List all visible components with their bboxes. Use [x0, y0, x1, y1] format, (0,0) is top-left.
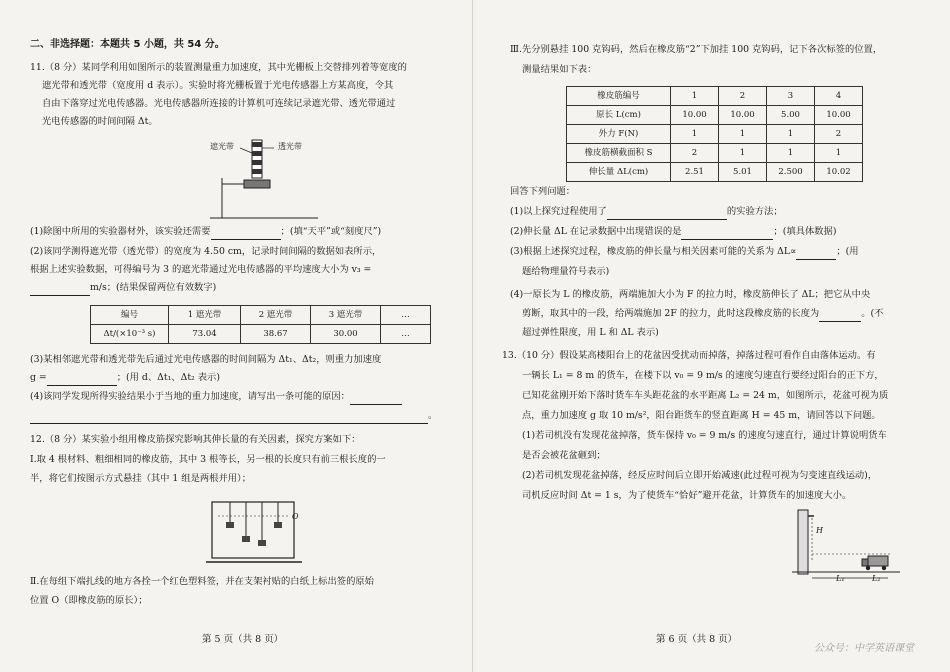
fig-label-shade: 遮光带	[210, 142, 234, 151]
q12-q2: (2)伸长量 ΔL 在记录数据中出现错误的是 ；(填具体数据)	[510, 224, 836, 240]
q11-line: 11.（8 分）某同学利用如图所示的装置测量重力加速度，其中光栅板上交替排列着等宽度的	[30, 62, 407, 73]
answer-intro: 回答下列问题：	[510, 186, 576, 197]
q13-line: 是否会被花盆砸到；	[522, 450, 606, 461]
table-cell: 1	[815, 144, 863, 163]
answer-blank[interactable]	[211, 230, 281, 240]
q11-table	[90, 305, 431, 344]
q12-q1: (1)以上探究过程使用了 的实验方法；	[510, 204, 783, 220]
q12-q3: (3)根据上述探究过程，橡皮筋的伸长量与相关因素可能的关系为 ΔL∝ ；(用	[510, 244, 859, 260]
table-cell: 3 遮光带	[311, 306, 381, 325]
table-cell: 1	[719, 125, 767, 144]
page-number: 第 6 页（共 8 页）	[656, 634, 738, 645]
q13-line: 点，重力加速度 g 取 10 m/s²，阳台距货车的竖直距离 H = 45 m，请回答以下问题。	[522, 410, 881, 421]
table-cell: 30.00	[311, 325, 381, 344]
fig-label-clear: 透光带	[278, 142, 302, 151]
answer-blank[interactable]	[796, 250, 836, 260]
table-cell: 2	[671, 144, 719, 163]
table-cell: 2.51	[671, 163, 719, 182]
q13-line: 已知花盆刚开始下落时货车车头距花盆的水平距离 L₂ = 24 m，如图所示，花盆可视为质	[522, 390, 889, 401]
q11-sub2-tail: m/s；(结果保留两位有效数字)	[30, 280, 216, 296]
table-cell: 10.02	[815, 163, 863, 182]
column-divider	[472, 0, 473, 672]
table-cell: 10.00	[815, 106, 863, 125]
q12-part3-line: Ⅲ.先分别悬挂 100 克钩码，然后在橡皮筋“2”下加挂 100 克钩码，记下各次标签的位置，	[510, 44, 883, 55]
watermark: 公众号：中学英语课堂	[814, 643, 914, 654]
answer-blank[interactable]	[30, 414, 428, 424]
answer-blank[interactable]	[30, 286, 90, 296]
table-cell: 伸长量 ΔL(cm)	[567, 163, 671, 182]
fig-label-h: H	[816, 526, 823, 535]
table-cell: 1	[767, 125, 815, 144]
q13-line: 13.（10 分）假设某高楼阳台上的花盆因受扰动而掉落，掉落过程可看作自由落体运动。有	[502, 350, 876, 361]
table-cell: 2	[815, 125, 863, 144]
q11-sub4: (4)该同学发现所得实验结果小于当地的重力加速度，请写出一条可能的原因：	[30, 389, 402, 405]
q12-q4-line: (4)一原长为 L 的橡皮筋，两端施加大小为 F 的拉力时，橡皮筋伸长了 ΔL；把它从中央	[510, 289, 871, 300]
table-cell: …	[381, 325, 431, 344]
q12-part2-line: 位置 O（即橡皮筋的原长）；	[30, 595, 148, 606]
table-cell: 2 遮光带	[241, 306, 311, 325]
q11-sub3: (3)某相邻遮光带和透光带先后通过光电传感器的时间间隔为 Δt₁、Δt₂，则重力加速度	[30, 354, 382, 365]
table-cell: 编号	[91, 306, 169, 325]
table-cell: 2.500	[767, 163, 815, 182]
q12-q3-line2: 题给物理量符号表示)	[522, 266, 610, 277]
q12-q4-line2: 剪断，取其中的一段，给两端施加 2F 的拉力，此时这段橡皮筋的长度为 。(不	[522, 306, 883, 322]
table-cell: 2	[719, 87, 767, 106]
q12-table	[566, 86, 863, 182]
table-cell: 橡皮筋编号	[567, 87, 671, 106]
table-cell: 38.67	[241, 325, 311, 344]
q11-line: 自由下落穿过光电传感器。光电传感器所连接的计算机可连续记录遮光带、透光带通过	[42, 98, 396, 109]
table-cell: 5.01	[719, 163, 767, 182]
q12-q4-line3: 超过弹性限度，用 L 和 ΔL 表示)	[522, 327, 659, 338]
q11-sub2-line: (2)该同学测得遮光带（透光带）的宽度为 4.50 cm，记录时间间隔的数据如表所示，	[30, 246, 382, 257]
table-cell: 4	[815, 87, 863, 106]
table-cell: …	[381, 306, 431, 325]
q11-sub1: (1)除图中所用的实验器材外，该实验还需要 ；(填“天平”或“刻度尺”)	[30, 224, 381, 240]
q11-sub4-line2: 。	[30, 408, 437, 424]
table-cell: 1	[719, 144, 767, 163]
answer-blank[interactable]	[47, 376, 117, 386]
answer-blank[interactable]	[607, 210, 727, 220]
table-cell: 外力 F(N)	[567, 125, 671, 144]
fig-label-o: O	[292, 512, 299, 521]
table-cell: 10.00	[719, 106, 767, 125]
table-cell: 73.04	[169, 325, 241, 344]
q12-line: 12.（8 分）某实验小组用橡皮筋探究影响其伸长量的有关因素，探究方案如下：	[30, 434, 361, 445]
table-cell: 橡皮筋横截面积 S	[567, 144, 671, 163]
table-cell: 10.00	[671, 106, 719, 125]
q12-part3-line: 测量结果如下表：	[522, 64, 597, 75]
page-number: 第 5 页（共 8 页）	[202, 634, 284, 645]
table-cell: 原长 L(cm)	[567, 106, 671, 125]
q13-line: 司机反应时间 Δt = 1 s，为了使货车“恰好”避开花盆，计算货车的加速度大小。	[522, 490, 852, 501]
q11-sub3-line2: g = ；(用 d、Δt₁、Δt₂ 表示)	[30, 370, 220, 386]
answer-blank[interactable]	[819, 312, 861, 322]
answer-blank[interactable]	[681, 230, 773, 240]
q11-line: 光电传感器的时间间隔 Δt。	[42, 116, 158, 127]
table-cell: 3	[767, 87, 815, 106]
q12-line: Ⅰ.取 4 根材料、粗细相同的橡皮筋，其中 3 根等长，另一根的长度只有前三根长度的一	[30, 454, 386, 465]
q13-line: (2)若司机发现花盆掉落，经反应时间后立即开始减速(此过程可视为匀变速直线运动)，	[522, 470, 878, 481]
fig-label-l2: L₂	[872, 574, 881, 583]
table-cell: 1	[767, 144, 815, 163]
rubber-band-figure	[206, 496, 306, 568]
q11-line: 遮光带和透光带（宽度用 d 表示）。实验时将光栅板置于光电传感器上方某高度，令其	[42, 80, 394, 91]
table-cell: 1 遮光带	[169, 306, 241, 325]
table-cell: 1	[671, 125, 719, 144]
table-cell: Δt/(×10⁻³ s)	[91, 325, 169, 344]
table-cell: 5.00	[767, 106, 815, 125]
table-cell: 1	[671, 87, 719, 106]
answer-blank[interactable]	[350, 395, 402, 405]
q13-line: 一辆长 L₁ = 8 m 的货车，在楼下以 v₀ = 9 m/s 的速度匀速直行要经过阳台的正下方，	[522, 370, 884, 381]
section-title: 二、非选择题：本题共 5 小题，共 54 分。	[30, 39, 225, 50]
q12-line: 半，将它们按图示方式悬挂（其中 1 组是两根并用）；	[30, 473, 252, 484]
fig-label-l1: L₁	[836, 574, 845, 583]
truck-figure	[792, 506, 900, 584]
q13-line: (1)若司机没有发现花盆掉落，货车保持 v₀ = 9 m/s 的速度匀速直行，通过计算说明货车	[522, 430, 887, 441]
q12-part2-line: Ⅱ.在每组下端扎线的地方各拴一个红色塑料签，并在支架衬贴的白纸上标出签的原始	[30, 576, 374, 587]
q11-sub2-line: 根据上述实验数据，可得编号为 3 的遮光带通过光电传感器的平均速度大小为 v₃ =	[30, 264, 372, 275]
